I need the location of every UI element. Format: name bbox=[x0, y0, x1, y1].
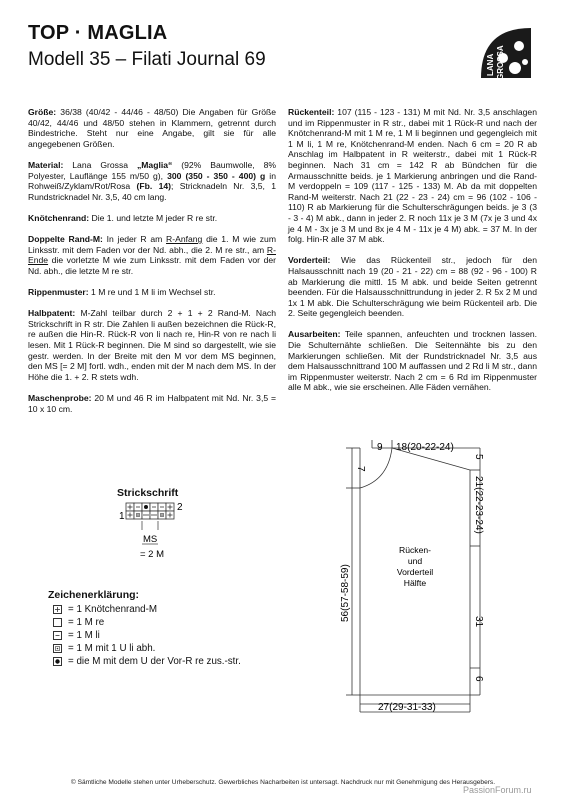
legend-text: = 1 M mit 1 U li abh. bbox=[68, 643, 156, 654]
ms-equals-label: = 2 M bbox=[140, 549, 165, 560]
dim-half-width: 27(29-31-33) bbox=[378, 702, 436, 713]
legend-item-purl bbox=[53, 630, 100, 641]
page-title: TOP · MAGLIA bbox=[28, 22, 168, 44]
empty-square-symbol-icon bbox=[53, 618, 62, 627]
svg-text:GROSSA: GROSSA bbox=[496, 45, 505, 80]
watermark: PassionForum.ru bbox=[463, 785, 532, 795]
front-section: Vorderteil: Wie das Rückenteil str., jedoch für den Halsausschnitt nach 19 (20 - 21 - 22) cm = 88 (92 - 96 - 100) R ab Markierung die mittl. 15 M abk. und beide Seiten getrennt beenden. Für die Halsausschnittrundung in jeder 2. R 5x 2 M und 1x 1 M abk. Die Schulterschrägung wie beim Rückenteil arb. Die 2. Seite gegengleich beenden. bbox=[288, 255, 537, 319]
dim-total-length: 56(57-58-59) bbox=[340, 564, 351, 622]
dim-shoulder-slope: 5 bbox=[473, 454, 484, 460]
instructions-right-column bbox=[288, 107, 537, 404]
knitting-chart bbox=[110, 500, 200, 562]
dim-shoulder-width: 18(20-22-24) bbox=[396, 442, 454, 453]
legend-title: Zeichenerklärung: bbox=[48, 589, 140, 601]
legend-text: = 1 Knötchenrand-M bbox=[68, 604, 158, 615]
back-section: Rückenteil: 107 (115 - 123 - 131) M mit Nd. Nr. 3,5 anschlagen und im Rippenmuster in R str., dabei mit 1 Rück-R und nach der Knötchenrand-M mit 1 M re, 1 M li beginnen und gegengleich mit 1 M li, 1 M re, Knötchenrand-M enden. Nach 6 cm = 20 R ab Anschlag im Halbpatent in R weiterstr., dabei mit 1 Rück-R beginnen. Nach 31 cm = 142 R ab Bündchen für die Armausschnitte beids. je 1 Markierung anbringen und die Rand-M verdoppeln = 109 (117 - 125 - 133) M. Ab da mit doppelten Rand-M weiterstr. Nach 21 (22 - 23 - 24) cm = 96 (102 - 106 - 110) R ab Markierung für die Schulterschrägungen beids. je 3 (3 - 3 - 4) M abk., dann in jeder 2. R noch 11x je 3 M (7x je 3 und 4x je 4 M - 3x je 3 M und 8x je 4 M - 11x je 4 M) abk. = 37 M. In der folg. Hin-R alle 37 M abk. bbox=[288, 107, 537, 245]
rib-section: Rippenmuster: 1 M re und 1 M li im Wechsel str. bbox=[28, 287, 216, 298]
dim-armhole: 21(22-23-24) bbox=[473, 476, 484, 534]
legend-text: = die M mit dem U der Vor-R re zus.-str. bbox=[68, 656, 241, 667]
piece-label-1: Rücken- bbox=[399, 545, 431, 555]
dotted-square-symbol-icon bbox=[53, 644, 62, 653]
legend-item-knot-edge bbox=[53, 604, 157, 615]
garment-schematic bbox=[330, 440, 530, 722]
dim-side: 31 bbox=[473, 616, 484, 628]
svg-text:LANA: LANA bbox=[486, 53, 495, 76]
legend-item-slip-yo bbox=[53, 643, 155, 654]
gauge-section: Maschenprobe: 20 M und 46 R im Halbpatent mit Nd. Nr. 3,5 = 10 x 10 cm. bbox=[28, 393, 276, 414]
double-edge-section: Doppelte Rand-M: In jeder R am R-Anfang die 1. M wie zum Linksstr. mit dem Faden vor der Nd. abh., die 2. M re str., am R-Ende die vorletzte M wie zum Linksstr. mit dem Faden vor der Nd. abh., die letzte M re str. bbox=[28, 234, 276, 276]
finishing-section: Ausarbeiten: Teile spannen, anfeuchten und trocknen lassen. Die Schulternähte schließen. Die Seitennähte bis zu den Markierungen schließen. Mit der Rundstricknadel Nr. 3,5 aus dem Halsausschnittrand 100 M auffassen und 2 Rd li M str., dann im Rippenmuster weiterstr. Nach 2 cm = 6 Rd im Rippenmuster alle M abk., wie sie erscheinen. Alle Fäden vernähen. bbox=[288, 329, 538, 393]
chart-row-1-label: 1 bbox=[119, 511, 125, 522]
chart-title: Strickschrift bbox=[117, 487, 179, 499]
piece-label-4: Hälfte bbox=[403, 578, 427, 588]
dim-neck-width: 9 bbox=[377, 442, 383, 453]
dim-rib: 6 bbox=[473, 676, 484, 682]
legend-text: = 1 M re bbox=[68, 617, 105, 628]
piece-label-2: und bbox=[407, 556, 423, 566]
knot-edge-section: Knötchenrand: Die 1. und letzte M jeder R re str. bbox=[28, 212, 218, 223]
copyright-footer: © Sämtliche Modelle stehen unter Urheberschutz. Gewerbliches Nacharbeiten ist untersagt. Nachdruck nur mit Genehmigung des Herausgebers. bbox=[70, 779, 496, 786]
chart-row-2-label: 2 bbox=[177, 502, 183, 513]
half-fisherman-section: Halbpatent: M-Zahl teilbar durch 2 + 1 + 2 Rand-M. Nach Strickschrift in R str. Die Zahlen li außen bezeichnen die Rück-R, re außen die Hin-R. Rück-R von li nach re, Hin-R von re nach li lesen. Mit 1 Rück-R beginnen. Die M sind so dargestellt, wie sie gestr. werden. In der Breite mit den M vor dem MS beginnen, den MS [= 2 M] fortl. wdh., enden mit der M nach dem MS. In der Höhe die 1. + 2. R stets wdh. bbox=[28, 308, 276, 382]
material-section: Material: Lana Grossa „Maglia“ (92% Baumwolle, 8% Polyester, Lauflänge 155 m/50 g), 300 (350 - 350 - 400) g in Rohweiß/Zyklam/Rot/Rosa (Fb. 14); Stricknadeln Nr. 3,5, 1 Rundstricknadel Nr. 3,5, 40 cm lang. bbox=[28, 159, 277, 202]
legend-text: = 1 M li bbox=[68, 630, 100, 641]
legend-item-knit bbox=[53, 617, 104, 628]
page-subtitle: Modell 35 – Filati Journal 69 bbox=[28, 49, 266, 70]
filled-dot-symbol-icon bbox=[53, 657, 62, 666]
knot-edge-symbol-icon bbox=[53, 605, 62, 614]
minus-symbol-icon bbox=[53, 631, 62, 640]
legend-item-knit-together bbox=[53, 656, 241, 667]
instructions-left-column bbox=[28, 107, 276, 425]
dim-neck-depth: 7 bbox=[355, 466, 366, 472]
piece-label-3: Vorderteil bbox=[396, 567, 434, 577]
ms-label: MS bbox=[143, 534, 158, 545]
size-section: Größe: 36/38 (40/42 - 44/46 - 48/50) Die Angaben für Größe 40/42, 44/46 und 48/50 stehen in Klammern, getrennt durch Bindestriche. Steht nur eine Angabe, gilt sie für alle angegebenen Größen. bbox=[28, 107, 277, 149]
lana-grossa-logo bbox=[475, 22, 537, 84]
